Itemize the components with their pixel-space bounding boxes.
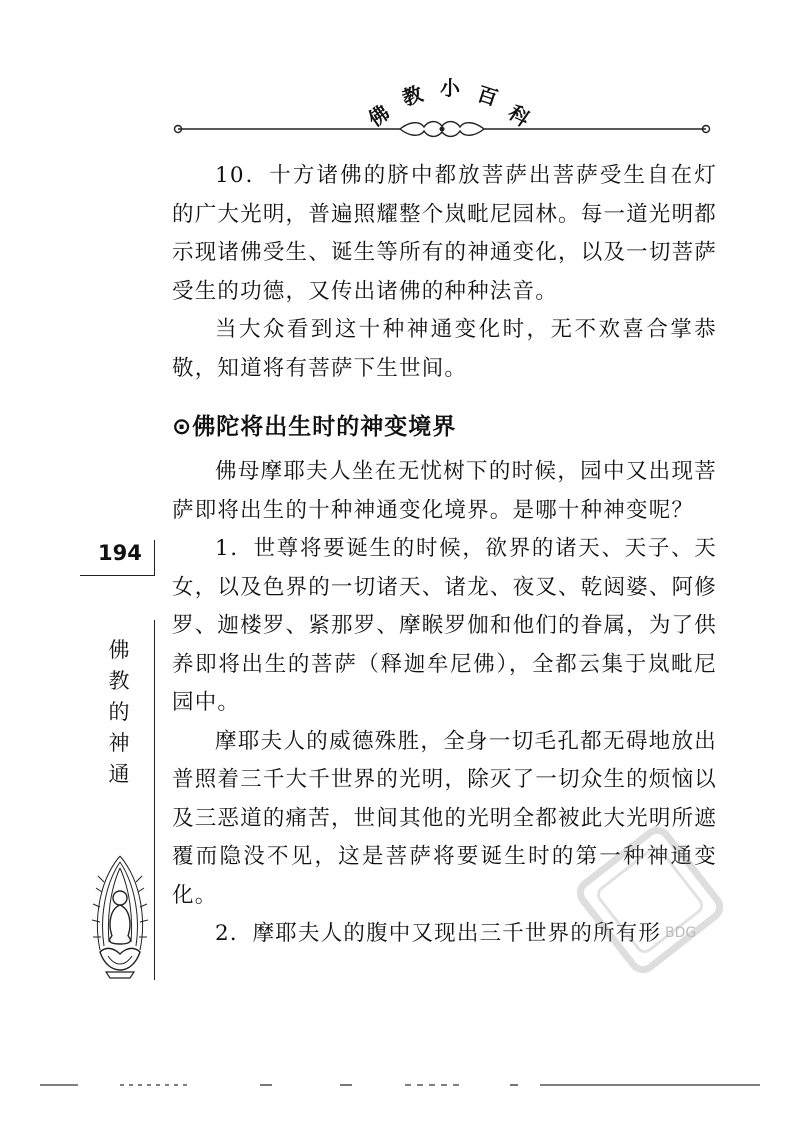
side-label-char: 教 [108,669,130,693]
paragraph: 佛母摩耶夫人坐在无忧树下的时候，园中又出现菩萨即将出生的十种神通变化境界。是哪十种神变呢？ [172,459,717,523]
side-label-char: 神 [108,731,130,755]
book-title-char: 百 [474,81,501,111]
book-title-char: 教 [399,81,426,111]
margin-rule [154,620,155,980]
buddha-figure-icon [90,852,150,982]
side-label-char: 的 [108,700,130,724]
side-label-char: 通 [108,762,130,786]
side-series-label [104,635,134,790]
book-title-char: 佛 [363,100,394,132]
section-heading: ⊙佛陀将出生时的神变境界 [172,414,457,440]
margin-rule [80,575,155,576]
paragraph: 当大众看到这十种神通变化时，无不欢喜合掌恭敬，知道将有菩萨下生世间。 [172,317,717,381]
book-title-char: 小 [440,76,460,100]
paragraph: 10．十方诸佛的脐中都放菩萨出菩萨受生自在灯的广大光明，普遍照耀整个岚毗尼园林。每一道光明都示现诸佛受生、诞生等所有的神通变化，以及一切菩萨受生的功德，又传出诸佛的种种法音。 [172,163,717,304]
header-ornament-rule [172,120,712,138]
scan-artifact-marks [40,1075,760,1095]
page-number: 194 [98,541,142,565]
text-block-top [172,157,717,388]
paragraph: 摩耶夫人的威德殊胜，全身一切毛孔都无碍地放出普照着三千大千世界的光明，除灭了一切众生的烦恼以及三恶道的痛苦，世间其他的光明全都被此大光明所遮覆而隐没不见，这是菩萨将要诞生时的第一种神通变化。 [172,728,717,908]
library-watermark-icon [575,825,725,975]
watermark-text: BDG [665,925,697,941]
paragraph: 1．世尊将要诞生的时候，欲界的诸天、天子、天女，以及色界的一切诸天、诸龙、夜叉、乾闼婆、阿修罗、迦楼罗、紧那罗、摩睺罗伽和他们的眷属，为了供养即将出生的菩萨（释迦牟尼佛），全都云集于岚毗尼园中。 [172,536,717,715]
side-label-char: 佛 [108,638,130,662]
paragraph: 2．摩耶夫人的腹中又现出三千世界的所有形 [215,921,662,946]
margin-rule [154,540,155,575]
book-title-char: 科 [504,100,535,132]
